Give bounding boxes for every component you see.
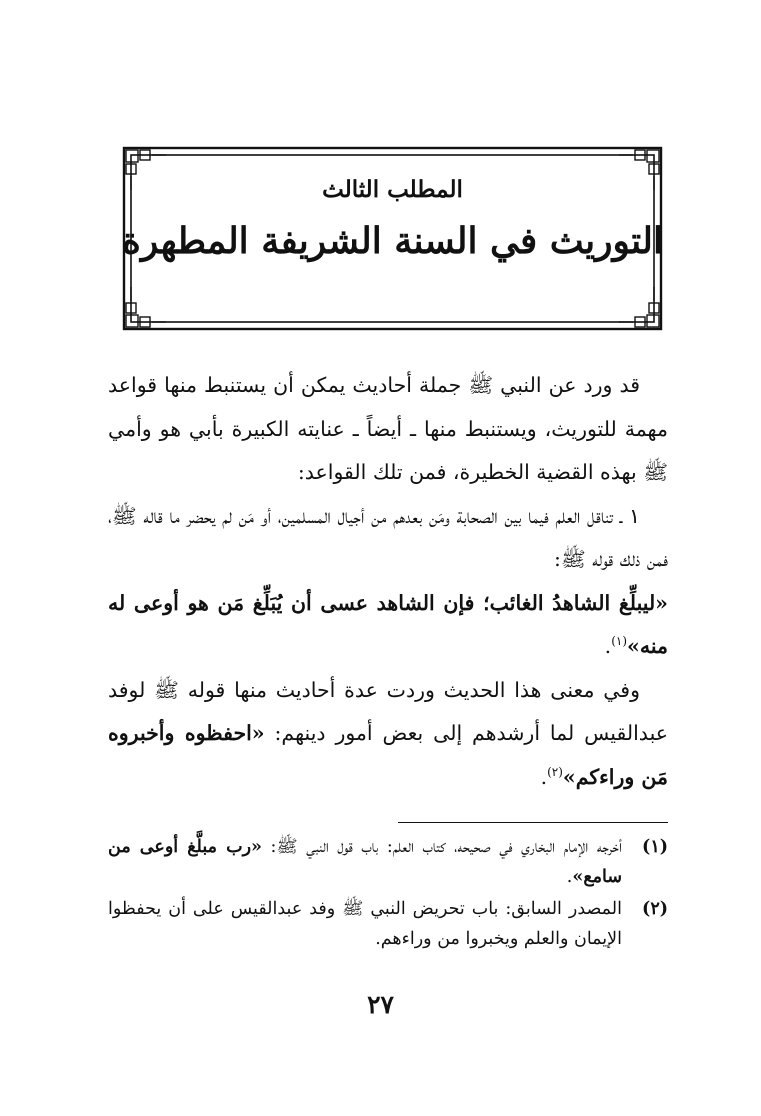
page-number: ٢٧	[367, 990, 394, 1019]
paragraph-hadith-1	[108, 582, 668, 669]
footnote-number: (٢)	[642, 899, 668, 919]
footnote-ref-1[interactable]: (١)	[611, 634, 628, 649]
section-title: التوريث في السنة الشريفة المطهرة	[122, 220, 663, 262]
footnote-end: .	[566, 867, 573, 887]
related-text: وفي معنى هذا الحديث وردت عدة أحاديث منها قوله ﷺ لوفد عبدالقيس لما أرشدهم إلى بعض أمور دينهم:	[108, 677, 668, 745]
hadith-quote-2: «احفظوه وأخبروه مَن وراءكم»	[108, 721, 668, 789]
footnote-2	[108, 894, 668, 954]
footnote-ref-2[interactable]: (٢)	[547, 764, 563, 779]
footnote-text: أخرجه الإمام البخاري في صحيحه، كتاب العلم: باب قول النبي ﷺ:	[261, 837, 622, 857]
section-label: المطلب الثالث	[322, 176, 463, 203]
footnote-bold-quote: «رب مبلَّغ أوعى من سامع»	[108, 837, 622, 887]
body-text	[108, 364, 668, 799]
footnote-text: المصدر السابق: باب تحريض النبي ﷺ وفد عبدالقيس على أن يحفظوا الإيمان والعلم ويخبروا من وراءهم.	[108, 899, 622, 949]
footnote-number: (١)	[642, 837, 668, 857]
hadith-quote: «ليبلِّغ الشاهدُ الغائب؛ فإن الشاهد عسى أن يُبَلِّغ مَن هو أوعى له منه»	[108, 590, 668, 658]
footnote-divider	[398, 822, 668, 823]
heading-box	[122, 146, 663, 331]
footnote-1	[108, 832, 668, 892]
related-end: .	[540, 764, 548, 789]
hadith-end: .	[604, 634, 612, 658]
paragraph-rule-1: ١ ـ تناقل العلم فيما بين الصحابة ومَن بعدهم من أجيال المسلمين، أو مَن لم يحضر ما قاله ﷺ، فمن ذلك قوله ﷺ:	[108, 503, 668, 571]
paragraph-related	[108, 669, 668, 800]
footnotes	[108, 832, 668, 956]
heading-frame	[122, 146, 663, 331]
paragraph-intro: قد ورد عن النبي ﷺ جملة أحاديث يمكن أن يستنبط منها قواعد مهمة للتوريث، ويستنبط منها ـ أيضاً ـ عنايته الكبيرة بأبي هو وأمي ﷺ بهذه القضية الخطيرة، فمن تلك القواعد:	[108, 373, 668, 484]
